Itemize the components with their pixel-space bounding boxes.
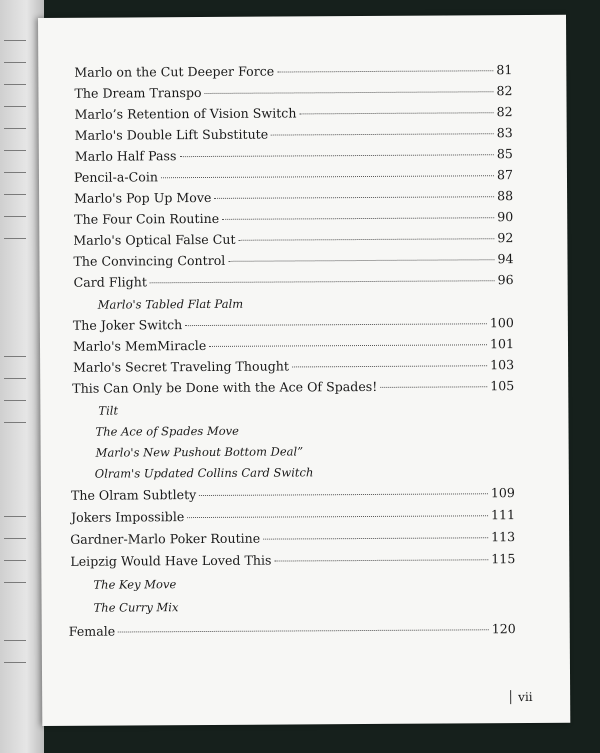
toc-entry-title: Marlo Half Pass [74,148,177,164]
dot-leader [209,344,487,347]
toc-entry [70,551,515,569]
toc-entry [75,104,513,122]
toc-entry [73,336,514,354]
dot-leader [185,323,487,326]
dot-leader [214,196,494,199]
toc-entry [73,230,513,248]
toc-entry [69,621,516,639]
toc-entry-title: The Olram Subtlety [70,487,197,503]
toc-entry [74,188,513,206]
toc-entry-title: The Joker Switch [72,317,183,333]
dot-leader [205,91,494,94]
dot-leader [118,629,489,632]
toc-entry-title: Female [68,623,116,639]
toc-entry [73,357,514,375]
toc-entry [70,529,515,547]
table-of-contents [38,15,566,639]
toc-entry-title: Marlo's MemMiracle [72,337,207,354]
dot-leader [277,70,493,72]
dot-leader [199,493,488,496]
dot-leader [179,154,493,157]
toc-entry-title: Marlo's Double Lift Substitute [74,126,269,143]
toc-entry-title: Pencil-a-Coin [73,169,158,185]
toc-entry-title: Marlo’s Retention of Vision Switch [74,105,297,122]
toc-entry [74,167,513,185]
toc-entry-page: 85 [496,146,513,162]
toc-subentry: The Key Move [93,577,177,592]
toc-entry-page: 111 [490,507,516,523]
toc-subentry: Olram's Updated Collins Card Switch [94,465,314,481]
toc-entry-title: Gardner-Marlo Poker Routine [70,530,261,547]
toc-entry-title: Marlo on the Cut Deeper Force [74,63,275,80]
toc-entry-page: 120 [491,621,516,637]
toc-entry-page: 90 [497,209,514,225]
toc-entry-page: 94 [497,251,514,267]
toc-subentry: The Curry Mix [93,600,179,615]
toc-entry [74,62,512,80]
toc-entry [74,272,514,290]
dot-leader [292,365,487,367]
toc-entry-title: Marlo's Secret Traveling Thought [73,358,289,375]
dot-leader [239,238,495,241]
dot-leader [187,515,488,518]
dot-leader [161,175,494,178]
dot-leader [271,133,494,135]
dot-leader [299,112,493,114]
toc-entry-title: The Dream Transpo [74,85,202,101]
toc-subentry: The Ace of Spades Move [95,423,239,439]
toc-subentry: Marlo's Tabled Flat Palm [97,296,244,312]
toc-entry-page: 103 [490,357,515,373]
toc-entry-page: 109 [490,485,515,501]
toc-entry [74,209,513,227]
toc-entry-title: The Convincing Control [73,252,226,269]
toc-entry-page: 115 [491,551,516,567]
toc-entry-page: 81 [496,62,513,78]
toc-entry-title: Card Flight [73,274,147,290]
dot-leader [222,217,494,220]
toc-entry-page: 88 [497,188,514,204]
toc-entry [75,125,513,143]
toc-entry-title: This Can Only be Done with the Ace Of Spades! [72,378,378,396]
toc-entry-page: 83 [496,125,513,141]
toc-entry-title: Marlo's Pop Up Move [74,189,212,206]
toc-entry-title: Marlo's Optical False Cut [73,231,236,248]
toc-entry [75,146,513,164]
footer-divider [510,690,511,704]
toc-entry-page: 100 [489,315,514,331]
dot-leader [228,259,494,262]
facing-page-edge [0,0,44,753]
toc-entry-page: 113 [491,529,516,545]
toc-entry-page: 92 [497,230,514,246]
toc-entry-page: 101 [489,336,515,352]
dot-leader [274,559,488,561]
toc-entry-page: 87 [496,167,514,183]
toc-entry-page: 82 [496,104,513,120]
toc-entry [73,251,513,269]
toc-subentry: Tilt [98,403,119,418]
dot-leader [263,537,488,539]
dot-leader [380,386,487,388]
toc-entry-page: 105 [490,378,515,394]
toc-entry [74,83,512,101]
toc-entry [71,485,515,503]
book-page [38,15,570,726]
toc-entry-title: The Four Coin Routine [74,210,220,227]
toc-entry-title: Jokers Impossible [71,509,185,525]
toc-entry-title: Leipzig Would Have Loved This [70,552,272,569]
toc-entry-page: 82 [496,83,513,99]
toc-entry [72,378,514,396]
toc-entry [73,315,514,333]
toc-subentry: Marlo's New Pushout Bottom Deal” [95,444,304,460]
page-number: vii [518,689,533,705]
toc-entry [71,507,515,525]
toc-entry-page: 96 [497,272,514,288]
dot-leader [150,280,495,283]
